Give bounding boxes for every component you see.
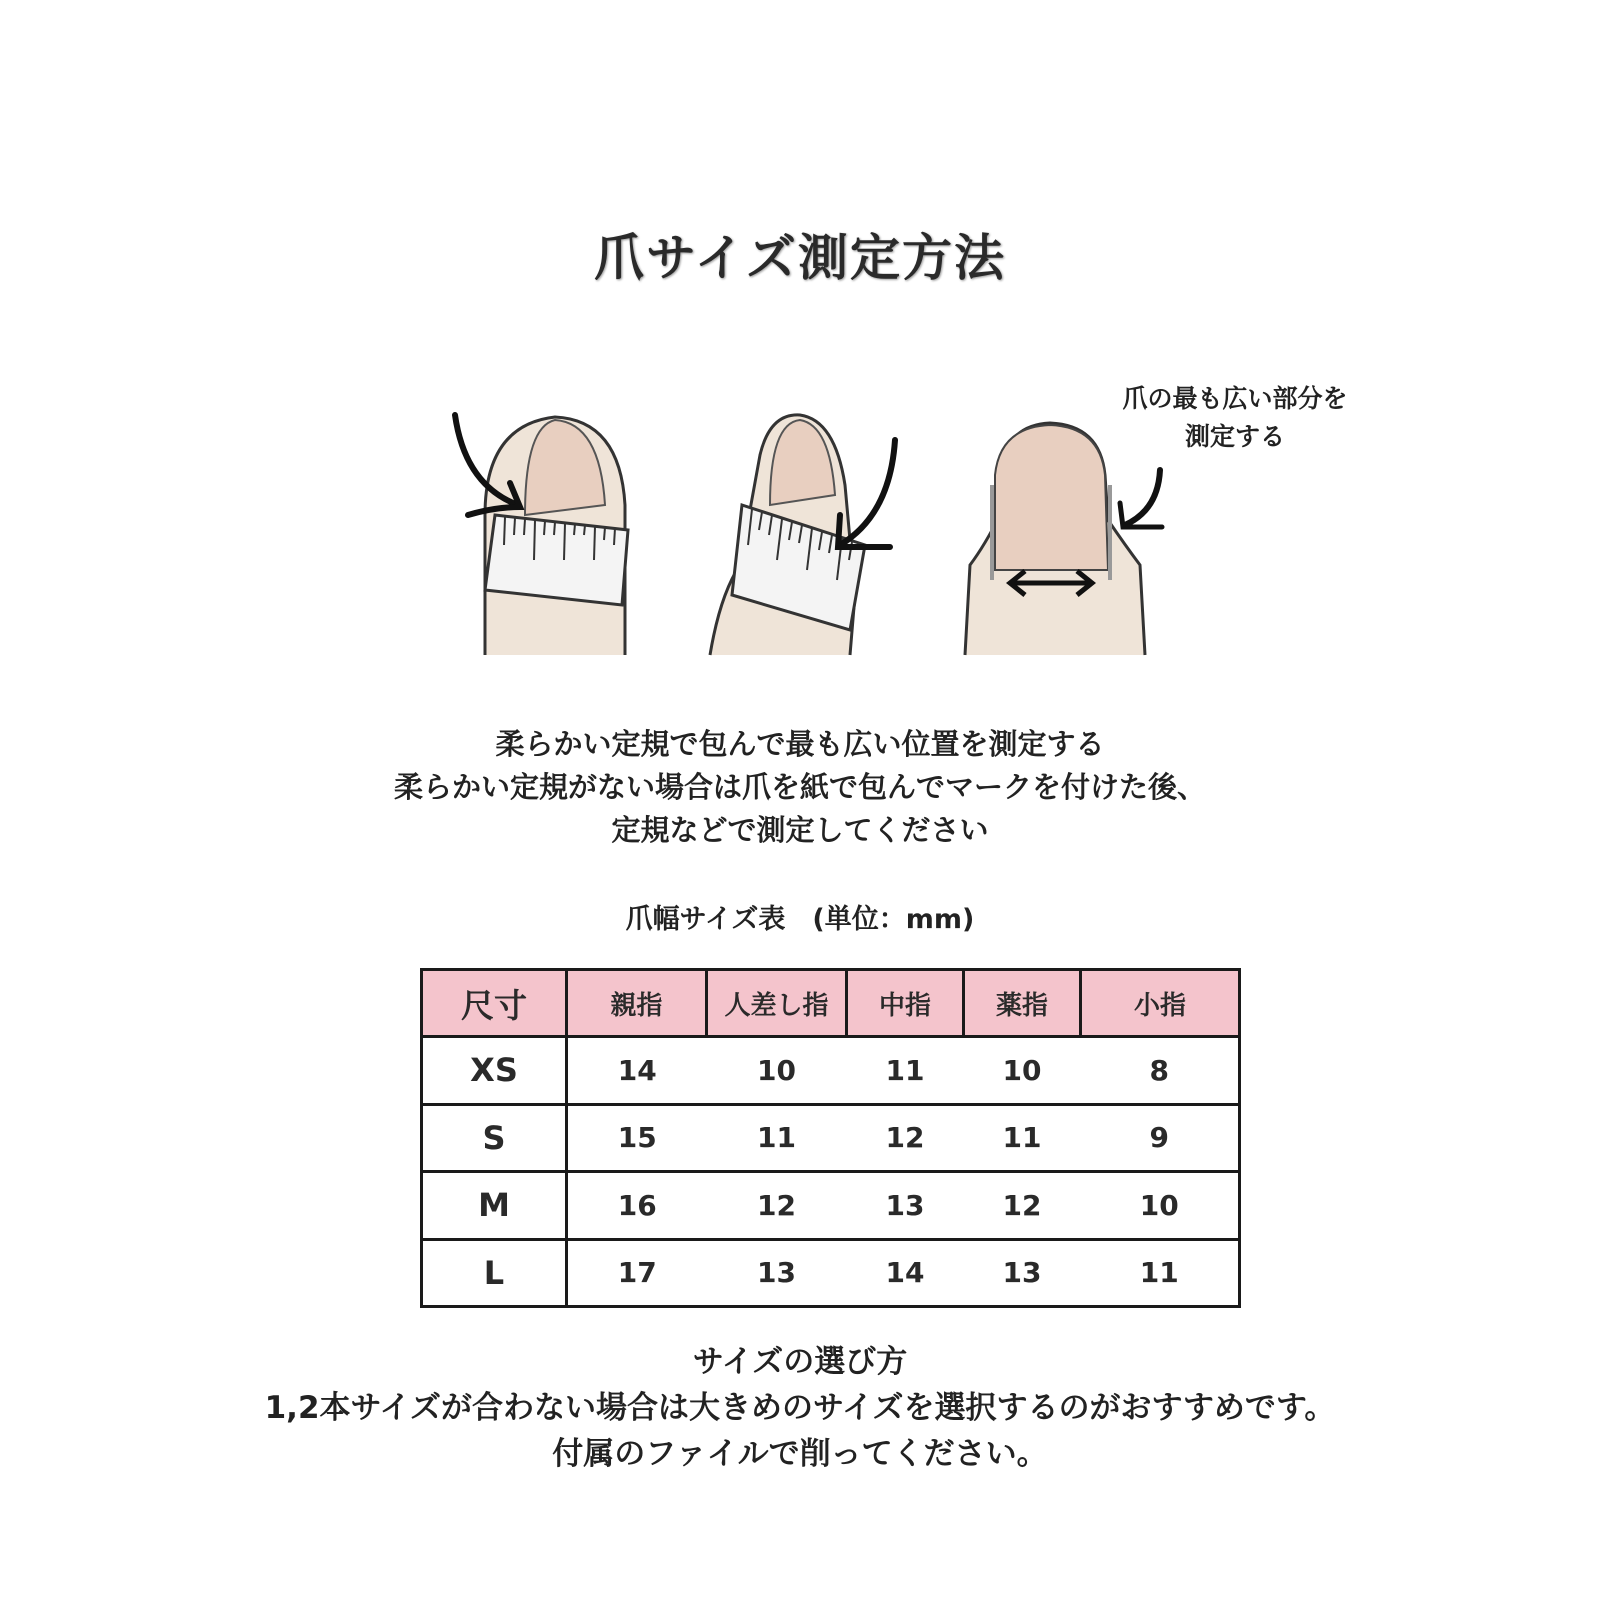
nail-width-note-line1: 爪の最も広い部分を (1122, 384, 1348, 413)
table-cell: 12 (707, 1172, 847, 1240)
table-cell: 13 (964, 1239, 1081, 1307)
instruction-line: 定規などで測定してください (611, 813, 989, 847)
size-label: S (422, 1104, 567, 1172)
table-cell: 11 (964, 1104, 1081, 1172)
finger-thumb-illustration (455, 415, 628, 655)
nail-width-note (1085, 380, 1385, 456)
table-row (422, 1239, 1240, 1307)
instruction-line: 柔らかい定規で包んで最も広い位置を測定する (495, 727, 1105, 761)
header-size: 尺寸 (422, 970, 567, 1037)
table-cell: 12 (847, 1104, 964, 1172)
table-cell: 14 (847, 1239, 964, 1307)
header-middle-finger: 中指 (847, 970, 964, 1037)
table-cell: 8 (1081, 1037, 1240, 1105)
arrow-icon (1125, 470, 1160, 525)
size-label: XS (422, 1037, 567, 1105)
table-cell: 16 (567, 1172, 707, 1240)
header-little-finger: 小指 (1081, 970, 1240, 1037)
table-cell: 11 (847, 1037, 964, 1105)
size-table-caption: 爪幅サイズ表 (単位：mm) (625, 904, 975, 935)
page-title: 爪サイズ測定方法 (594, 228, 1006, 287)
nail-width-note-line2: 測定する (1184, 422, 1285, 451)
ruler-icon (485, 515, 628, 605)
table-cell: 11 (707, 1104, 847, 1172)
table-cell: 10 (1081, 1172, 1240, 1240)
table-header-row (422, 970, 1240, 1037)
table-row (422, 1104, 1240, 1172)
size-selection-guide (0, 1339, 1600, 1477)
table-cell: 15 (567, 1104, 707, 1172)
header-ring-finger: 薬指 (964, 970, 1081, 1037)
table-cell: 10 (964, 1037, 1081, 1105)
guide-heading: サイズの選び方 (692, 1344, 908, 1380)
header-thumb: 親指 (567, 970, 707, 1037)
measurement-instructions (0, 723, 1600, 852)
size-label: M (422, 1172, 567, 1240)
guide-line: 1,2本サイズが合わない場合は大きめのサイズを選択するのがおすすめです。 (264, 1390, 1336, 1426)
table-cell: 9 (1081, 1104, 1240, 1172)
table-cell: 13 (707, 1239, 847, 1307)
table-cell: 14 (567, 1037, 707, 1105)
table-cell: 17 (567, 1239, 707, 1307)
size-label: L (422, 1239, 567, 1307)
instruction-line: 柔らかい定規がない場合は爪を紙で包んでマークを付けた後、 (393, 770, 1206, 804)
table-cell: 13 (847, 1172, 964, 1240)
nail-size-table (420, 968, 1241, 1308)
table-cell: 12 (964, 1172, 1081, 1240)
table-cell: 11 (1081, 1239, 1240, 1307)
guide-line: 付属のファイルで削ってください。 (552, 1436, 1048, 1472)
finger-nail-width-illustration (965, 423, 1162, 655)
header-index-finger: 人差し指 (707, 970, 847, 1037)
finger-index-illustration (710, 415, 895, 655)
table-row (422, 1037, 1240, 1105)
table-cell: 10 (707, 1037, 847, 1105)
table-row (422, 1172, 1240, 1240)
